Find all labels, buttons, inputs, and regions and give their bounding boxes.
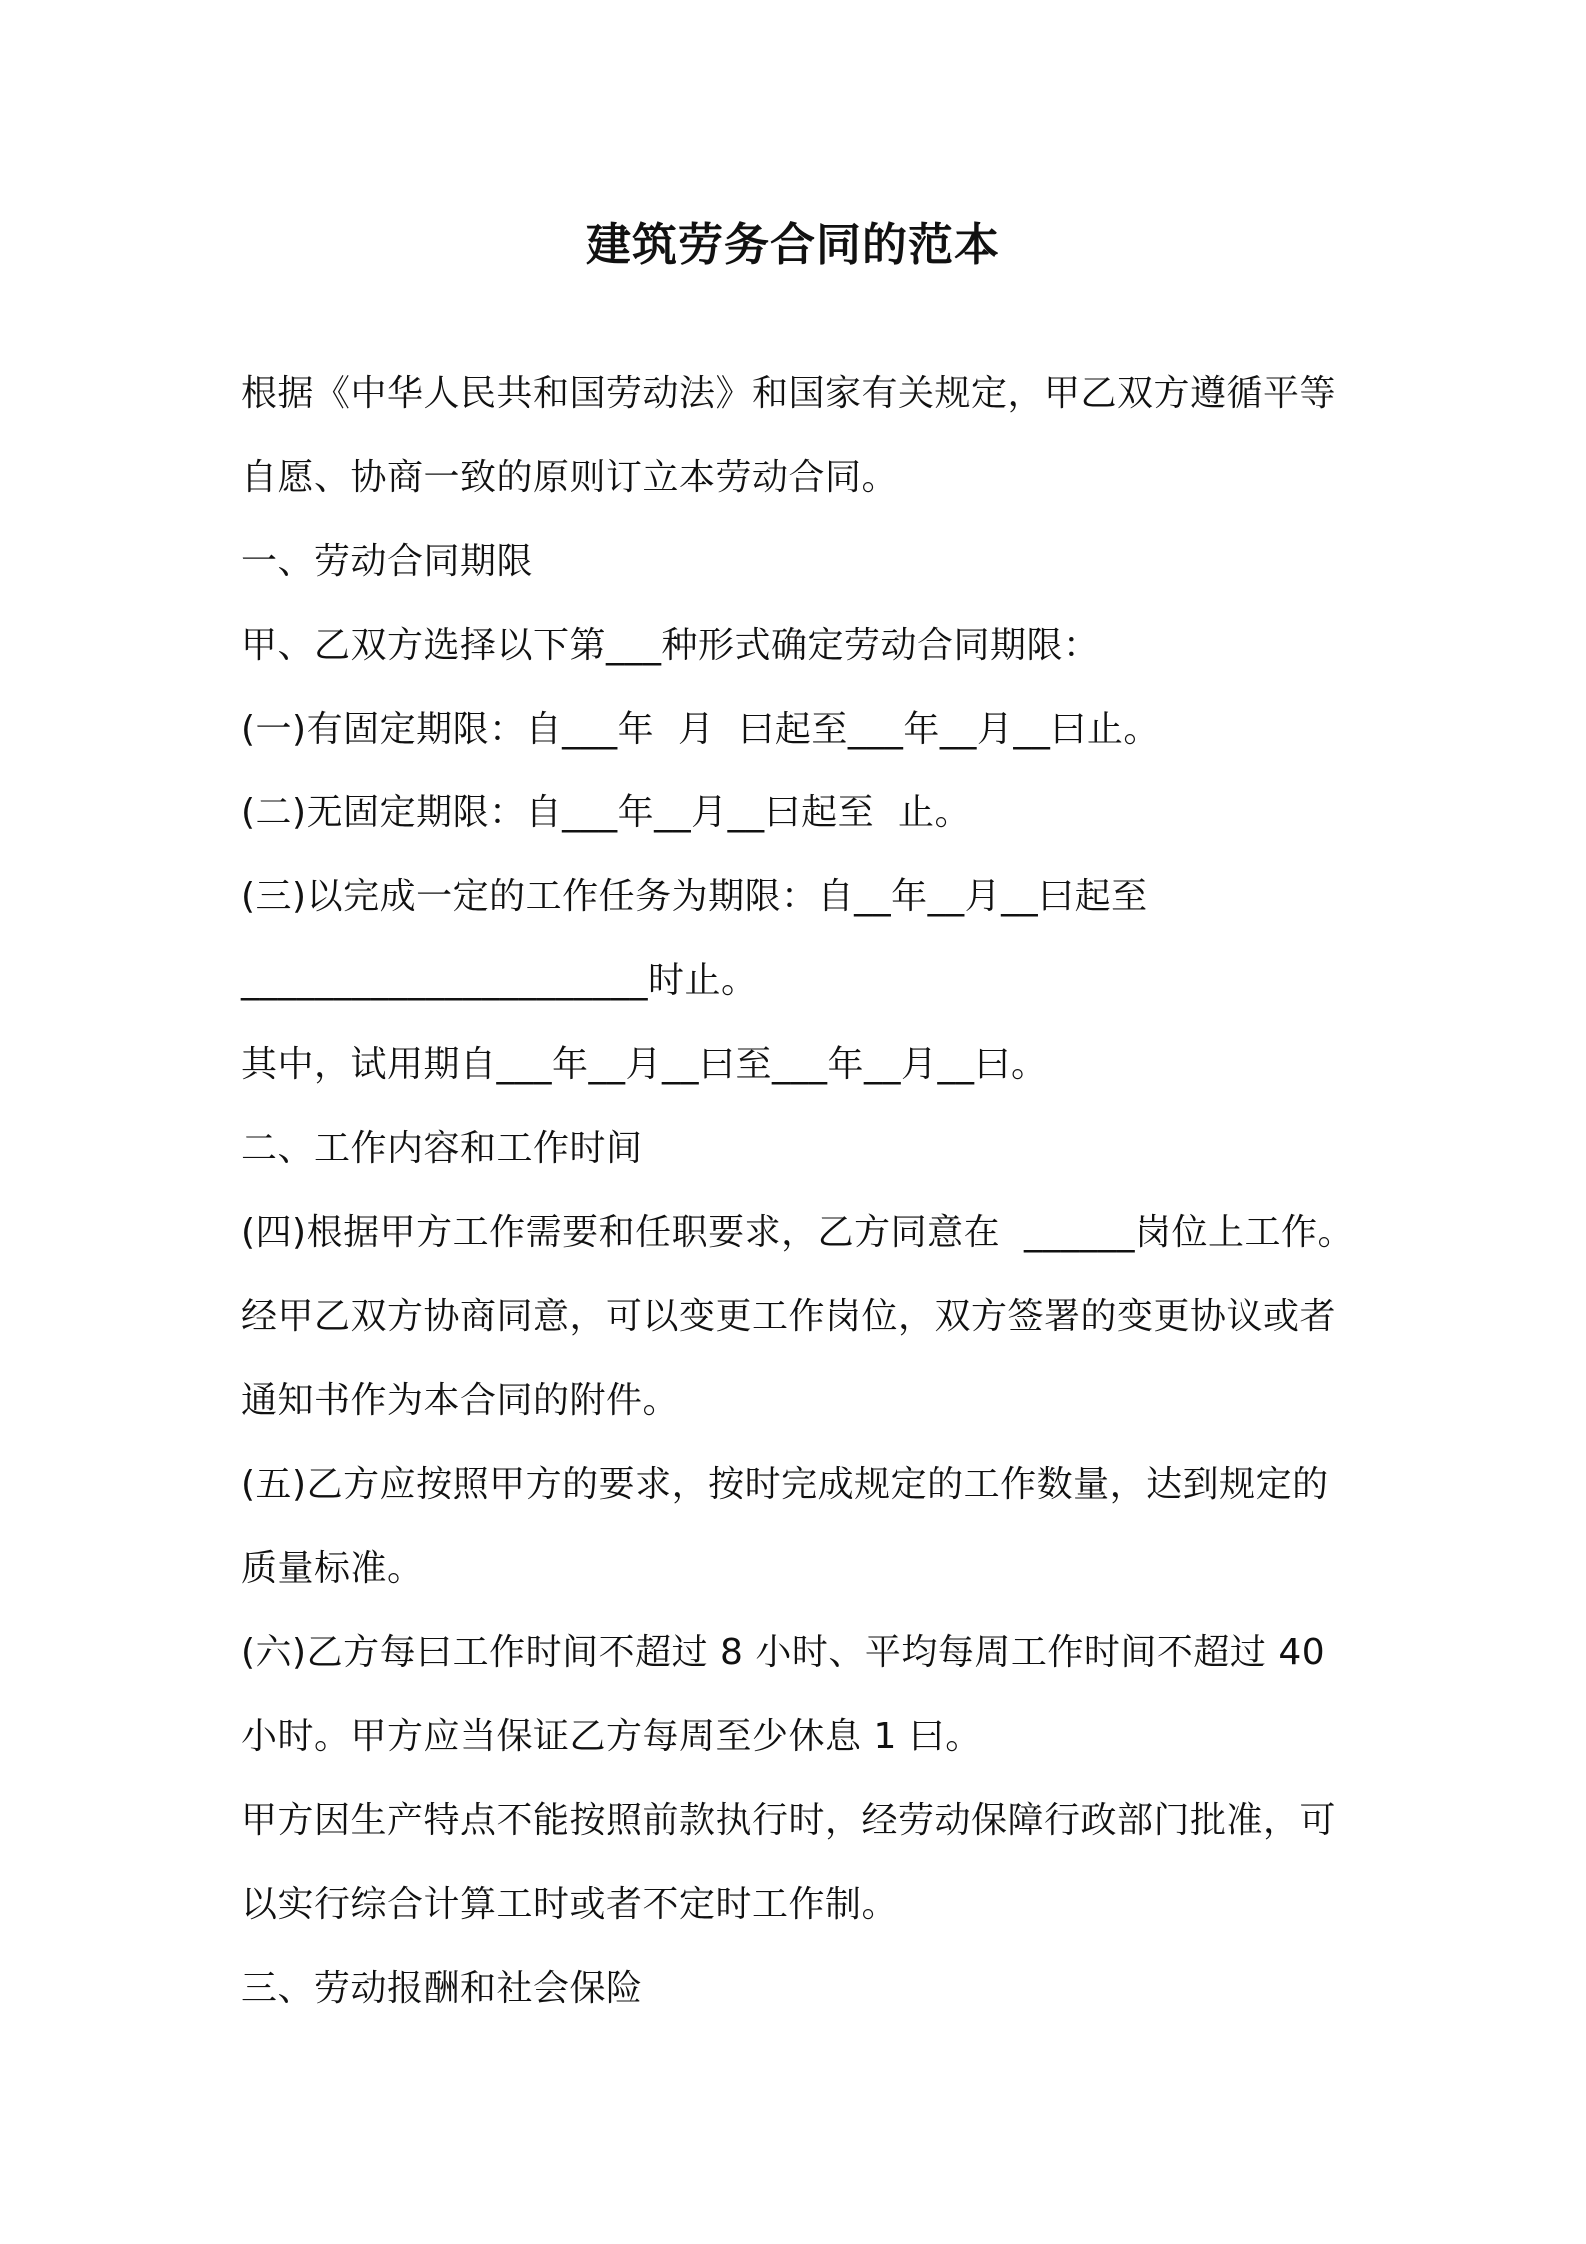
section-heading: 一、劳动合同期限 — [241, 541, 534, 582]
paragraph-line: (六)乙方每曰工作时间不超过 8 小时、平均每周工作时间不超过 40 — [241, 1632, 1326, 1673]
paragraph-line: 甲方因生产特点不能按照前款执行时，经劳动保障行政部门批准，可 — [241, 1800, 1337, 1841]
paragraph-line: 根据《中华人民共和国劳动法》和国家有关规定，甲乙双方遵循平等 — [241, 373, 1337, 414]
paragraph-line: 其中，试用期自___年__月__曰至___年__月__曰。 — [241, 1044, 1048, 1085]
paragraph-line: (一)有固定期限：自___年 月 曰起至___年__月__曰止。 — [241, 709, 1160, 750]
paragraph-line: 自愿、协商一致的原则订立本劳动合同。 — [241, 457, 899, 498]
paragraph-line: (五)乙方应按照甲方的要求，按时完成规定的工作数量，达到规定的 — [241, 1464, 1329, 1505]
paragraph-line: ______________________时止。 — [241, 960, 758, 1001]
paragraph-line: 小时。甲方应当保证乙方每周至少休息 1 曰。 — [241, 1716, 982, 1757]
paragraph-line: 甲、乙双方选择以下第___种形式确定劳动合同期限： — [241, 625, 1100, 666]
paragraph-line: 经甲乙双方协商同意，可以变更工作岗位，双方签署的变更协议或者 — [241, 1296, 1337, 1337]
paragraph-line: 质量标准。 — [241, 1548, 424, 1589]
document-title: 建筑劳务合同的范本 — [585, 218, 1000, 271]
section-heading: 二、工作内容和工作时间 — [241, 1128, 643, 1169]
paragraph-line: (三)以完成一定的工作任务为期限：自__年__月__曰起至 — [241, 876, 1148, 917]
paragraph-line: 通知书作为本合同的附件。 — [241, 1380, 680, 1421]
section-heading: 三、劳动报酬和社会保险 — [241, 1968, 643, 2009]
paragraph-line: 以实行综合计算工时或者不定时工作制。 — [241, 1884, 899, 1925]
paragraph-line: (二)无固定期限：自___年__月__曰起至 止。 — [241, 792, 971, 833]
paragraph-line: (四)根据甲方工作需要和任职要求，乙方同意在 ______岗位上工作。 — [241, 1212, 1354, 1253]
